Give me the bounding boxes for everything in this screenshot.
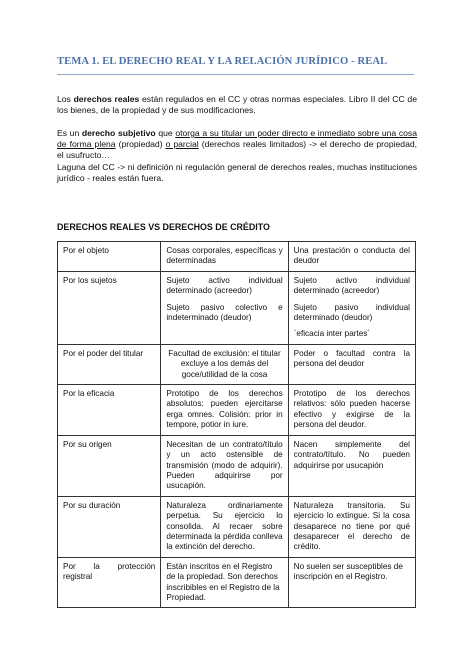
cell-text: Nacen simplemente del contrato/título. No pueden adquirirse por usucapión (293, 439, 410, 470)
section-heading: DERECHOS REALES VS DERECHOS DE CRÉDITO (57, 222, 270, 232)
definition-paragraph (57, 128, 417, 184)
credit-rights-cell (288, 344, 415, 384)
row-label: Por el objeto (58, 242, 161, 272)
cell-text: Una prestación o conducta del deudor (293, 246, 410, 266)
text-run: (propiedad) (115, 139, 166, 150)
cell-text: Sujeto activo individual determinado (acreedor) (293, 275, 410, 296)
row-label: Por su duración (58, 496, 161, 557)
real-rights-cell (161, 242, 288, 272)
table-row (58, 242, 416, 272)
text-run: Los (57, 94, 74, 104)
table-row (58, 385, 416, 436)
cell-text: Facultad de exclusión: el titular excluye a los demás del goce/utilidad de la cosa (168, 348, 281, 379)
text-run: Es un (57, 128, 82, 138)
real-rights-cell (161, 344, 288, 384)
cell-text: Necesitan de un contrato/título y un acto ostensible de transmisión (modo de adquirir). Pueden adquirirse por usucapión. (166, 439, 283, 491)
table-row (58, 435, 416, 496)
table-row (58, 344, 416, 384)
cell-text: Prototipo de los derechos absolutos: pueden ejercitarse erga omnes. Colisión: prior in tempore, potior in iure. (166, 389, 283, 430)
title-divider (57, 74, 414, 75)
credit-rights-cell (288, 435, 415, 496)
cell-text: Sujeto pasivo individual determinado (deudor) (293, 302, 410, 323)
comparison-table (57, 241, 416, 608)
cell-text: Naturaleza transitoria. Su ejercicio lo extingue. Si la cosa desaparece no tiene por qué desaparecer el derecho de crédito. (293, 500, 410, 552)
real-rights-cell (161, 496, 288, 557)
table-row (58, 496, 416, 557)
cell-text: No suelen ser susceptibles de inscripción en el Registro. (293, 561, 403, 582)
cell-text: Cosas corporales, específicas y determinadas (166, 246, 283, 266)
text-run: que (155, 128, 176, 138)
bold-term: derechos reales (73, 94, 140, 104)
real-rights-cell (161, 271, 288, 344)
table-row (58, 271, 416, 344)
gap-note: Laguna del CC -> ni definición ni regulación general de derechos reales, muchas instituciones jurídico - reales están fuera. (57, 161, 417, 183)
credit-rights-cell (288, 557, 415, 608)
row-label: Por su origen (58, 435, 161, 496)
row-label: Por los sujetos (58, 271, 161, 344)
table-row (58, 557, 416, 608)
cell-text: Sujeto pasivo colectivo e indeterminado (deudor) (166, 302, 283, 323)
real-rights-cell (161, 557, 288, 608)
cell-text: Sujeto activo individual determinado (acreedor) (166, 275, 283, 296)
real-rights-cell (161, 385, 288, 436)
cell-text: Están inscritos en el Registro de la propiedad. Son derechos inscribibles en el Registro de la Propiedad. (166, 561, 280, 602)
text-run: están regulados en el CC y otras normas especiales. Libro II del CC de los bienes, de la propiedad y de sus modificaciones. (57, 94, 417, 116)
row-label: Por la protección registral (58, 557, 161, 608)
bold-term: derecho subjetivo (81, 128, 156, 138)
text-run: (derechos reales limitados) -> el derecho de propiedad, el usufructo… (57, 139, 418, 161)
cell-text: Poder o facultad contra la persona del deudor (293, 348, 410, 369)
cell-text: Prototipo de los derechos relativos: sólo pueden hacerse efectivo y exigirse de la persona del deudor. (293, 389, 410, 430)
row-label: Por la eficacia (58, 385, 161, 436)
underlined-phrase: o parcial (165, 139, 199, 150)
credit-rights-cell (288, 271, 415, 344)
row-label: Por el poder del titular (58, 344, 161, 384)
document-title: TEMA 1. EL DERECHO REAL Y LA RELACIÓN JURÍDICO - REAL (57, 56, 388, 67)
cell-text: `eficacia inter partes´ (293, 329, 371, 339)
intro-paragraph (57, 94, 417, 116)
credit-rights-cell (288, 385, 415, 436)
credit-rights-cell (288, 242, 415, 272)
underlined-phrase: otorga a su titular un poder directo e inmediato sobre una cosa de forma plena (57, 128, 417, 150)
cell-text: Naturaleza ordinariamente perpetua. Su ejercicio lo consolida. Al recaer sobre determinada la pérdida conlleva la extinción del derecho. (166, 500, 283, 552)
credit-rights-cell (288, 496, 415, 557)
real-rights-cell (161, 435, 288, 496)
